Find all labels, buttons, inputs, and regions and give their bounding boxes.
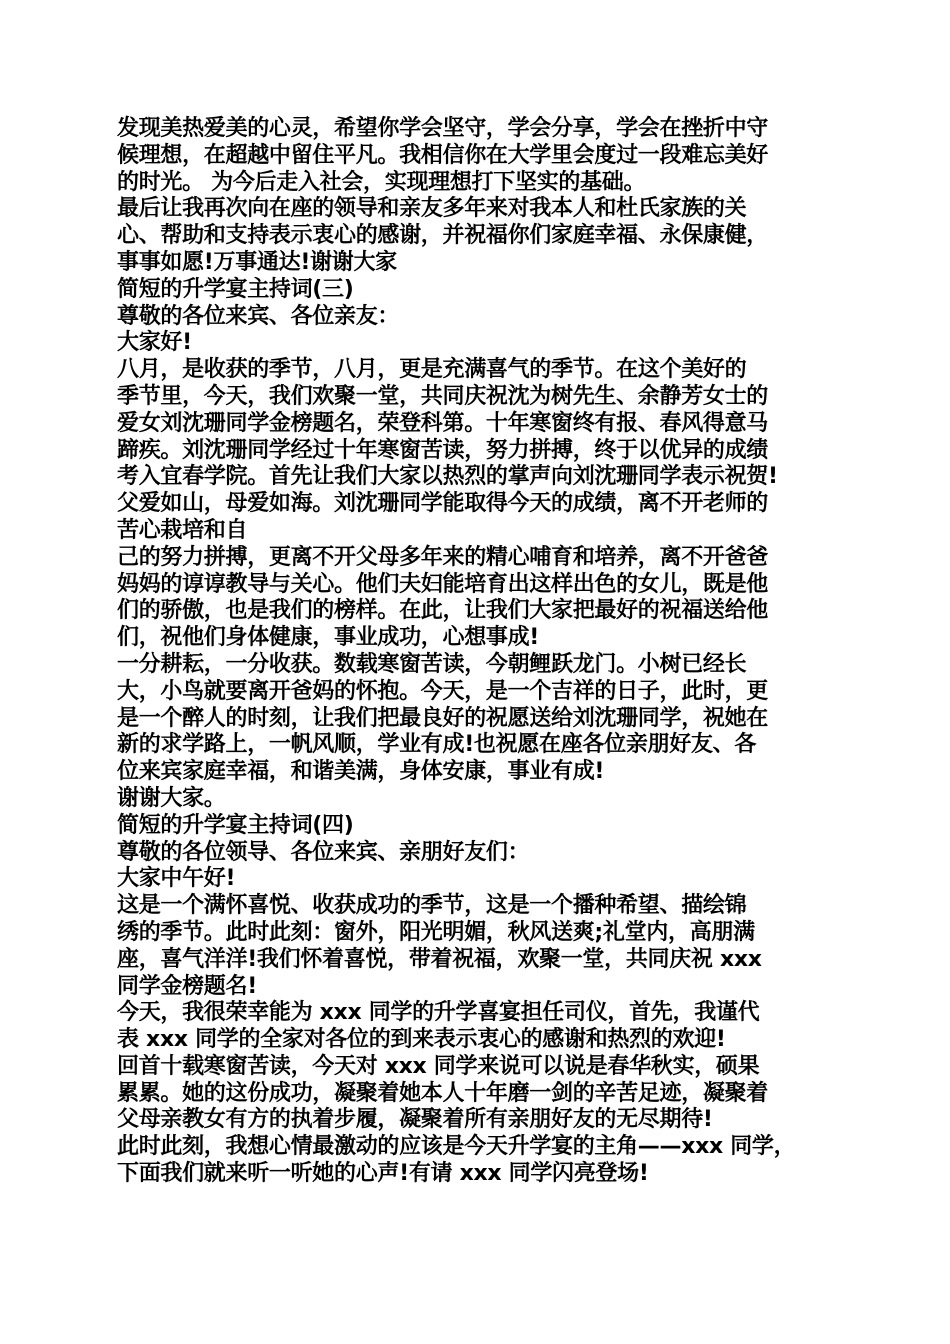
text-line: 考入宜春学院。首先让我们大家以热烈的掌声向刘沈珊同学表示祝贺! bbox=[117, 464, 778, 490]
text-line: 八月，是收获的季节，八月，更是充满喜气的季节。在这个美好的 bbox=[117, 357, 747, 383]
text-line: 父爱如山，母爱如海。刘沈珊同学能取得今天的成绩，离不开老师的 bbox=[117, 491, 769, 517]
text-line: 己的努力拼搏，更离不开父母多年来的精心哺育和培养，离不开爸爸 bbox=[117, 544, 769, 570]
text-line: 简短的升学宴主持词(三) bbox=[117, 276, 354, 302]
text-line: 回首十载寒窗苦读，今天对 xxx 同学来说可以说是春华秋实，硕果 bbox=[117, 1053, 760, 1079]
text-line: 下面我们就来听一听她的心声!有请 xxx 同学闪亮登场! bbox=[117, 1161, 649, 1187]
text-line: 一分耕耘，一分收获。数载寒窗苦读，今朝鲤跃龙门。小树已经长 bbox=[117, 651, 747, 677]
text-line: 谢谢大家。 bbox=[117, 785, 226, 811]
text-line: 表 xxx 同学的全家对各位的到来表示衷心的感谢和热烈的欢迎! bbox=[117, 1027, 726, 1053]
text-line: 事事如愿!万事通达!谢谢大家 bbox=[117, 249, 397, 275]
text-line: 最后让我再次向在座的领导和亲友多年来对我本人和杜氏家族的关 bbox=[117, 196, 747, 222]
text-line: 新的求学路上，一帆风顺，学业有成!也祝愿在座各位亲朋好友、各 bbox=[117, 732, 757, 758]
text-line: 是一个醉人的时刻，让我们把最良好的祝愿送给刘沈珊同学，祝她在 bbox=[117, 705, 769, 731]
document-body bbox=[117, 116, 847, 1188]
text-line: 大，小鸟就要离开爸妈的怀抱。今天，是一个吉祥的日子，此时，更 bbox=[117, 678, 769, 704]
text-line: 尊敬的各位来宾、各位亲友： bbox=[117, 303, 400, 329]
text-line: 候理想，在超越中留住平凡。我相信你在大学里会度过一段难忘美好 bbox=[117, 142, 769, 168]
text-line: 位来宾家庭幸福，和谐美满，身体安康，事业有成! bbox=[117, 759, 605, 785]
text-line: 此时此刻，我想心情最激动的应该是今天升学宴的主角——xxx 同学， bbox=[117, 1134, 796, 1160]
text-line: 心、帮助和支持表示衷心的感谢，并祝福你们家庭幸福、永保康健， bbox=[117, 223, 769, 249]
text-line: 的时光。 为今后走入社会，实现理想打下坚实的基础。 bbox=[117, 169, 646, 195]
text-line: 父母亲教女有方的执着步履，凝聚着所有亲朋好友的无尽期待! bbox=[117, 1107, 713, 1133]
text-line: 大家好! bbox=[117, 330, 192, 356]
text-line: 苦心栽培和自 bbox=[117, 517, 248, 543]
text-line: 同学金榜题名! bbox=[117, 973, 257, 999]
text-line: 季节里，今天，我们欢聚一堂，共同庆祝沈为树先生、余静芳女士的 bbox=[117, 383, 769, 409]
text-line: 妈妈的谆谆教导与关心。他们夫妇能培育出这样出色的女儿，既是他 bbox=[117, 571, 769, 597]
text-line: 爱女刘沈珊同学金榜题名，荣登科第。十年寒窗终有报、春风得意马 bbox=[117, 410, 769, 436]
text-line: 绣的季节。此时此刻：窗外，阳光明媚，秋风送爽;礼堂内，高朋满 bbox=[117, 919, 755, 945]
text-line: 蹄疾。刘沈珊同学经过十年寒窗苦读，努力拼搏，终于以优异的成绩 bbox=[117, 437, 769, 463]
text-line: 尊敬的各位领导、各位来宾、亲朋好友们： bbox=[117, 839, 530, 865]
text-line: 这是一个满怀喜悦、收获成功的季节，这是一个播种希望、描绘锦 bbox=[117, 893, 747, 919]
text-line: 简短的升学宴主持词(四) bbox=[117, 812, 354, 838]
text-line: 累累。她的这份成功，凝聚着她本人十年磨一剑的辛苦足迹，凝聚着 bbox=[117, 1080, 769, 1106]
text-line: 座，喜气洋洋!我们怀着喜悦，带着祝福，欢聚一堂，共同庆祝 xxx bbox=[117, 946, 762, 972]
text-line: 们，祝他们身体健康，事业成功，心想事成! bbox=[117, 625, 540, 651]
text-line: 大家中午好! bbox=[117, 866, 236, 892]
text-line: 们的骄傲，也是我们的榜样。在此，让我们大家把最好的祝福送给他 bbox=[117, 598, 769, 624]
text-line: 发现美热爱美的心灵，希望你学会坚守，学会分享，学会在挫折中守 bbox=[117, 116, 769, 141]
text-line: 今天，我很荣幸能为 xxx 同学的升学喜宴担任司仪，首先，我谨代 bbox=[117, 1000, 760, 1026]
